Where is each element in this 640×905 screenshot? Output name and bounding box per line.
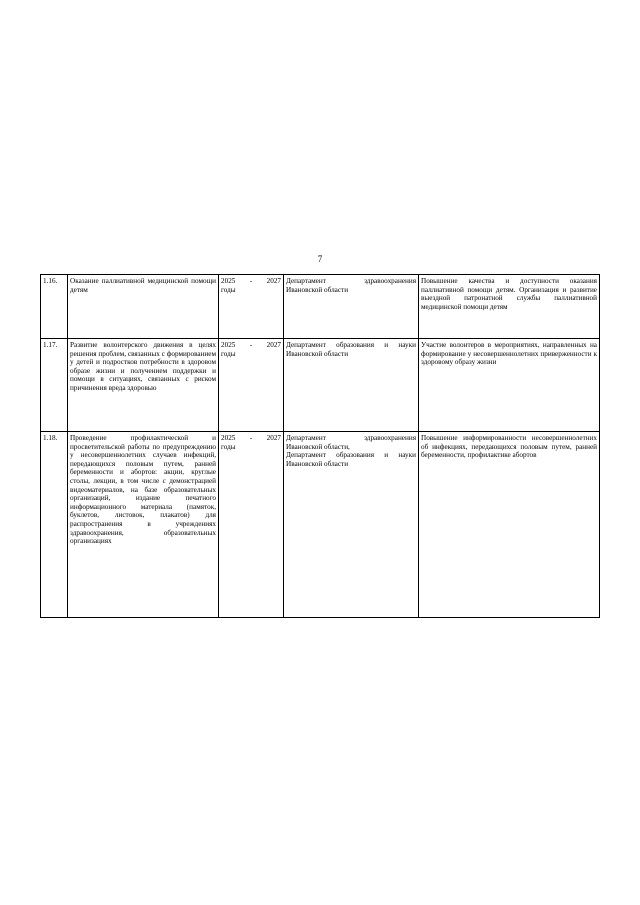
period-end: 2027: [266, 434, 281, 442]
row-number-cell: [41, 339, 68, 432]
responsible-cell: [284, 275, 419, 339]
responsible-text: Департамент здравоохранения Ивановской области: [286, 277, 416, 294]
result-cell: [419, 339, 600, 432]
period-start: 2025: [221, 277, 236, 285]
period-cell: [219, 275, 284, 339]
result-cell: [419, 432, 600, 618]
period-end: 2027: [266, 277, 281, 285]
row-number-cell: [41, 432, 68, 618]
period-start: 2025: [221, 341, 236, 349]
period-cell: [219, 339, 284, 432]
period-unit: годы: [221, 349, 236, 358]
result-text: Участие волонтеров в мероприятиях, направленных на формирование у несовершеннолетних приверженности к здоровому образу жизни: [421, 341, 597, 367]
period-dash: -: [249, 434, 253, 442]
row-number: 1.16.: [43, 277, 58, 285]
period-cell: [219, 432, 284, 618]
period-end: 2027: [266, 341, 281, 349]
responsible-text: Департамент образования и науки Ивановской области: [286, 451, 416, 468]
measures-table: [40, 274, 600, 618]
responsible-text: Департамент образования и науки Ивановской области: [286, 341, 416, 358]
result-text: Повышение информированности несовершеннолетних об инфекциях, передающихся половым путем, ранней беременности, профилактике абортов: [421, 434, 597, 460]
period-unit: годы: [221, 285, 236, 294]
event-cell: [68, 339, 219, 432]
period-dash: -: [249, 341, 253, 349]
period-start: 2025: [221, 434, 236, 442]
table-row: [41, 432, 600, 618]
event-cell: [68, 432, 219, 618]
table-row: [41, 275, 600, 339]
period-dash: -: [249, 277, 253, 285]
result-text: Повышение качества и доступности оказания паллиативной помощи детям. Организация и развитие выездной патронатной службы паллиативной медицинской помощи детям: [421, 277, 597, 311]
event-text: Проведение профилактической и просветительской работы по предупреждению у несовершеннолетних случаев инфекций, передающихся половым путем, ранней беременности и абортов: акции, круглые столы, лекции, в том числе с демонстрацией видеоматериалов, на базе образовательных организаций, издание печатного информационного материала (памяток, буклетов, листовок, плакатов) для распространения в учреждениях здравоохранения, образовательных организациях: [70, 434, 216, 546]
responsible-text: Департамент здравоохранения Ивановской области,: [286, 434, 416, 451]
row-number-cell: [41, 275, 68, 339]
period-unit: годы: [221, 442, 236, 451]
responsible-cell: [284, 339, 419, 432]
responsible-cell: [284, 432, 419, 618]
event-text: Развитие волонтерского движения в целях решения проблем, связанных с формированием у детей и подростков потребности в здоровом образе жизни и получением поддержки и помощи в ситуациях, связанных с риском причинения вреда здоровью: [70, 341, 216, 392]
result-cell: [419, 275, 600, 339]
event-text: Оказание паллиативной медицинской помощи детям: [70, 277, 216, 294]
table-row: [41, 339, 600, 432]
row-number: 1.17.: [43, 341, 58, 349]
page-number: 7: [317, 254, 323, 264]
row-number: 1.18.: [43, 434, 58, 442]
event-cell: [68, 275, 219, 339]
